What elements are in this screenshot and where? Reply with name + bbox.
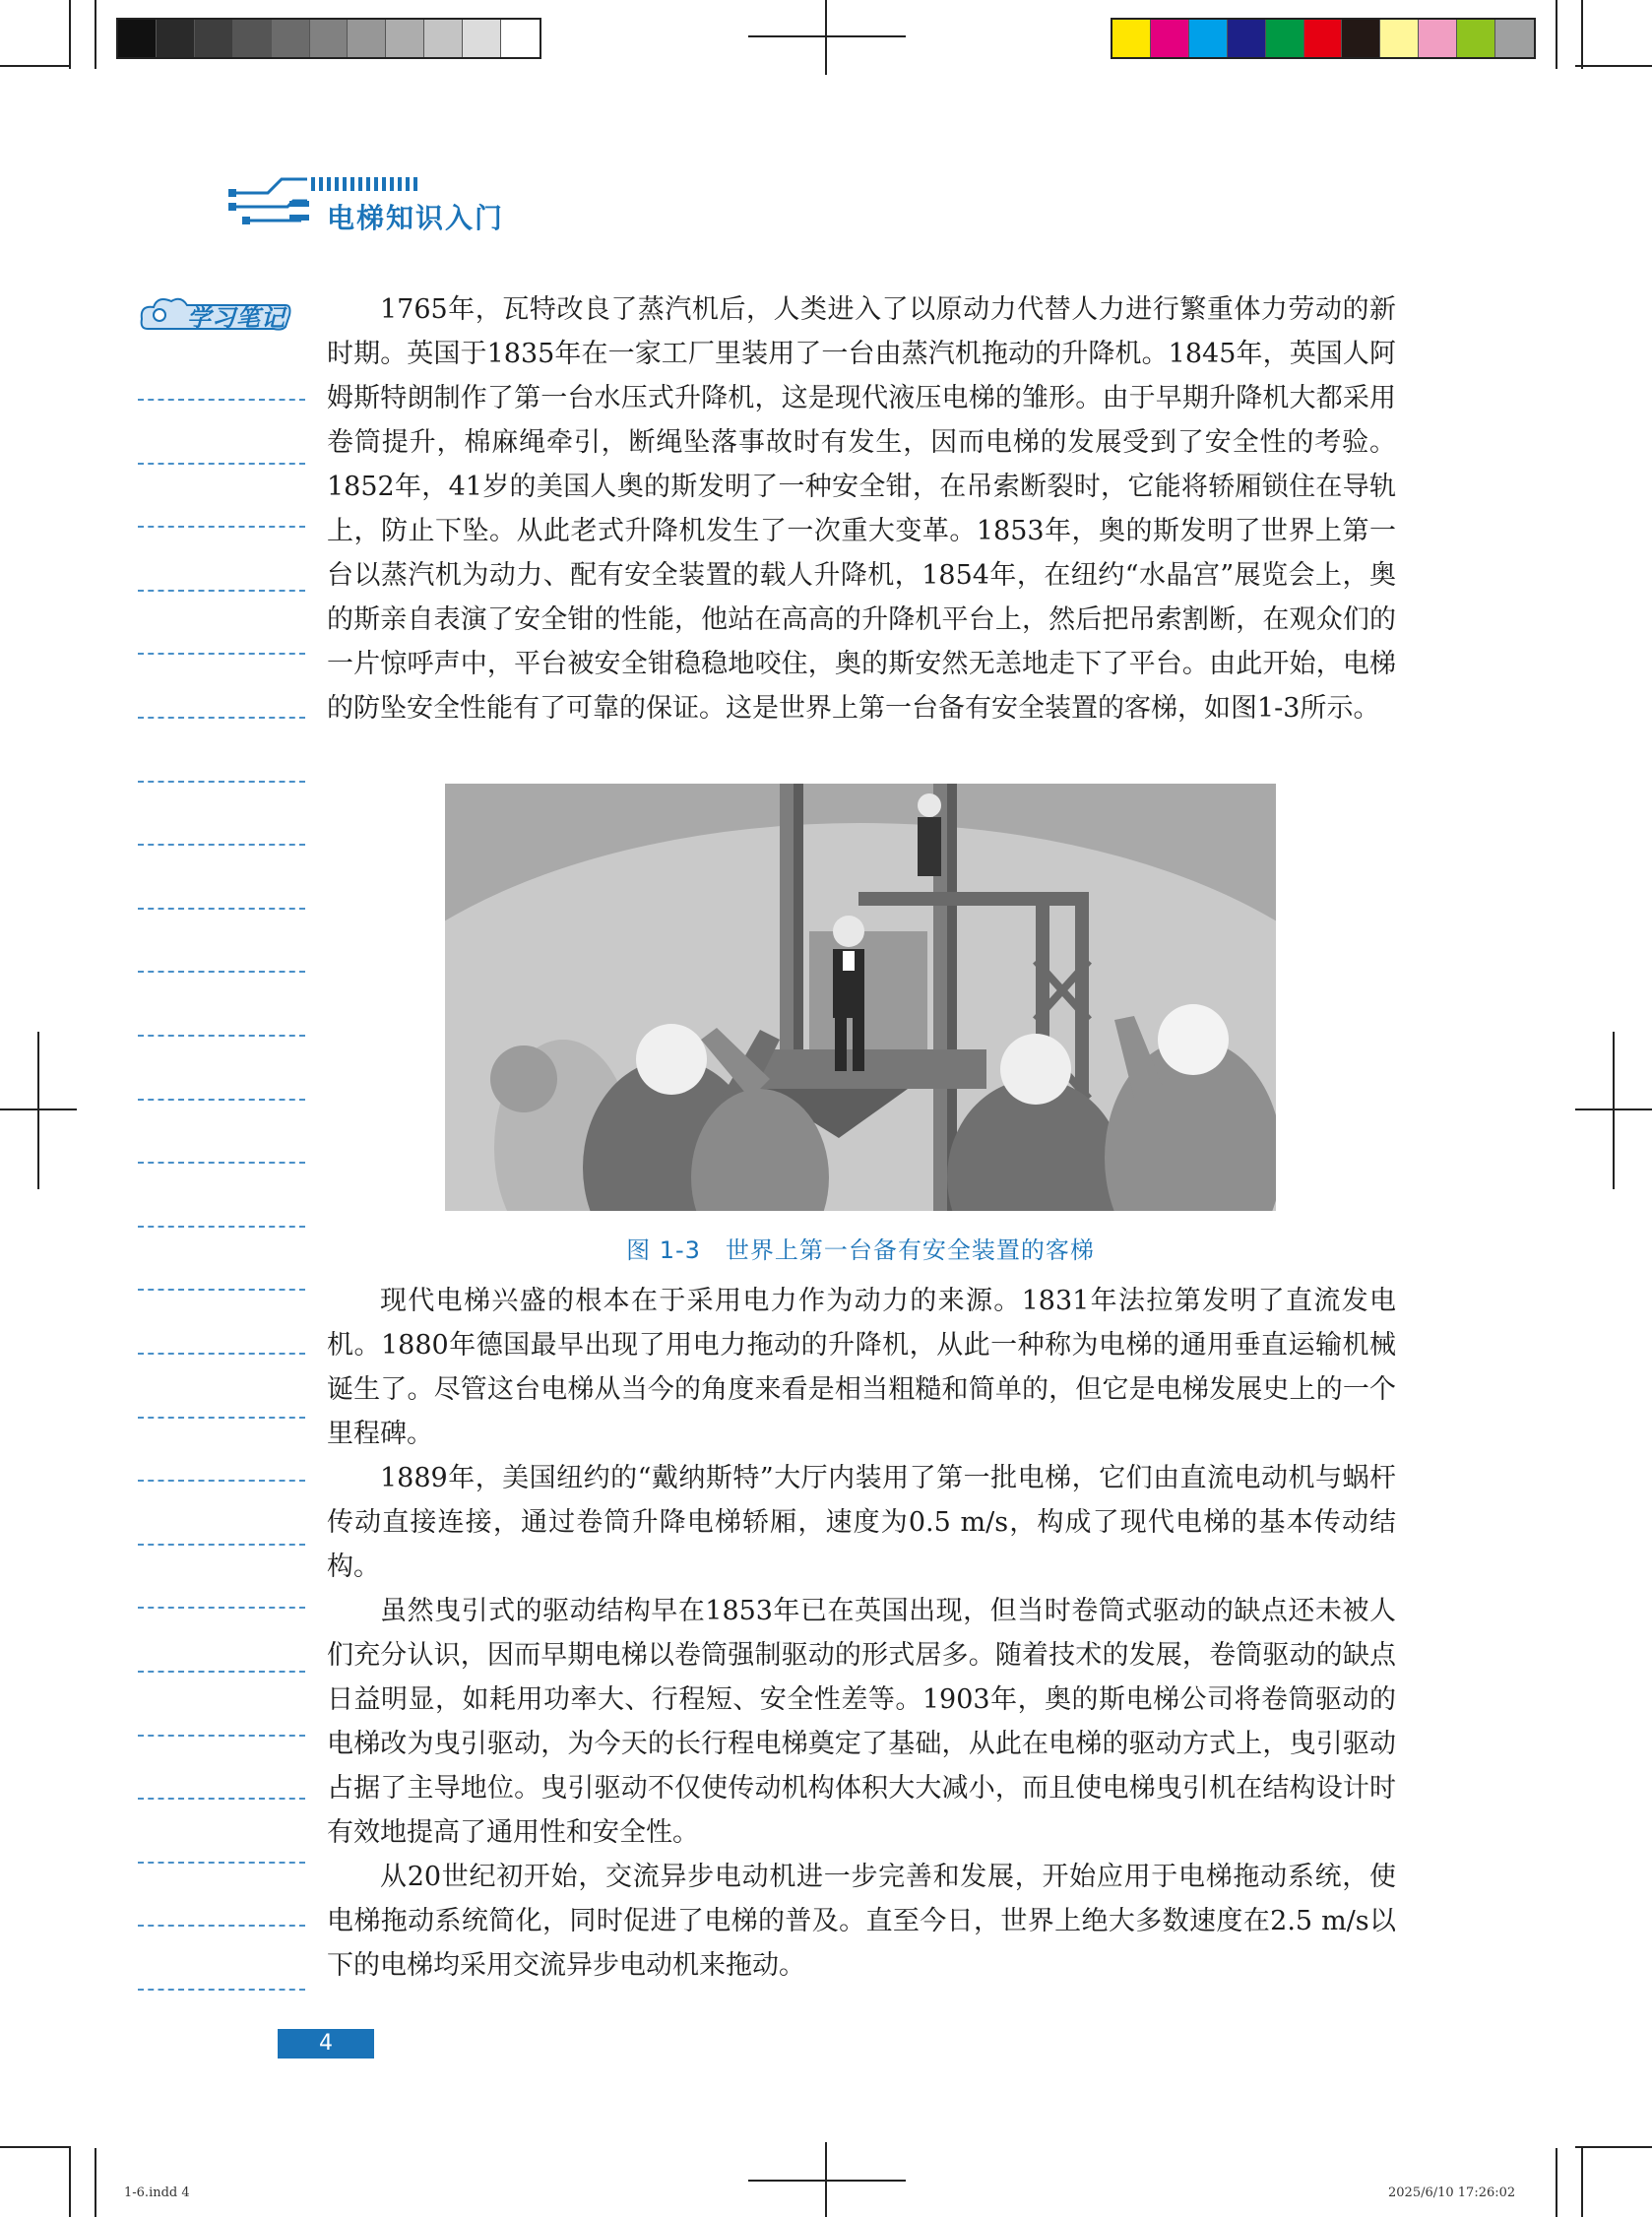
- note-line: [138, 463, 305, 465]
- paragraph-4: 虽然曳引式的驱动结构早在1853年已在英国出现，但当时卷筒式驱动的缺点还未被人们充分认识，因而早期电梯以卷筒强制驱动的形式居多。随着技术的发展，卷筒驱动的缺点日益明显，如耗用功率大、行程短、安全性差等。1903年，奥的斯电梯公司将卷筒驱动的电梯改为曳引驱动，为今天的长行程电梯奠定了基础，从此在电梯的驱动方式上，曳引驱动占据了主导地位。曳引驱动不仅使传动机构体积大大减小，而且使电梯曳引机在结构设计时有效地提高了通用性和安全性。: [327, 1596, 1396, 1848]
- note-line: [138, 1798, 305, 1800]
- paragraph-5: 从20世纪初开始，交流异步电动机进一步完善和发展，开始应用于电梯拖动系统，使电梯拖动系统简化，同时促进了电梯的普及。直至今日，世界上绝大多数速度在2.5 m/s以下的电梯均采用交流异步电动机来拖动。: [327, 1862, 1396, 1981]
- note-line: [138, 1417, 305, 1419]
- note-line: [138, 590, 305, 592]
- note-line: [138, 1607, 305, 1609]
- color-swatch: [1228, 20, 1266, 57]
- paragraph-1: 1765年，瓦特改良了蒸汽机后，人类进入了以原动力代替人力进行繁重体力劳动的新时期。英国于1835年在一家工厂里装用了一台由蒸汽机拖动的升降机。1845年，英国人阿姆斯特朗制作了第一台水压式升降机，这是现代液压电梯的雏形。由于早期升降机大都采用卷筒提升，棉麻绳牵引，断绳坠落事故时有发生，因而电梯的发展受到了安全性的考验。1852年，41岁的美国人奥的斯发明了一种安全钳，在吊索断裂时，它能将轿厢锁住在导轨上，防止下坠。从此老式升降机发生了一次重大变革。1853年，奥的斯发明了世界上第一台以蒸汽机为动力、配有安全装置的载人升降机，1854年，在纽约“水晶宫”展览会上，奥的斯亲自表演了安全钳的性能，他站在高高的升降机平台上，然后把吊索割断，在观众们的一片惊呼声中，平台被安全钳稳稳地咬住，奥的斯安然无恙地走下了平台。由此开始，电梯的防坠安全性能有了可靠的保证。这是世界上第一台备有安全装置的客梯，如图1-3所示。: [327, 294, 1396, 724]
- note-line: [138, 717, 305, 719]
- grayscale-swatch: [424, 20, 463, 57]
- grayscale-swatch: [310, 20, 349, 57]
- note-line: [138, 781, 305, 783]
- color-swatch: [1112, 20, 1151, 57]
- note-line: [138, 399, 305, 401]
- grayscale-swatch: [501, 20, 540, 57]
- note-line: [138, 1989, 305, 1991]
- note-line: [138, 1862, 305, 1864]
- note-line: [138, 1289, 305, 1291]
- grayscale-swatch: [272, 20, 310, 57]
- study-notes-label: 学习笔记: [187, 304, 286, 332]
- note-line: [138, 1035, 305, 1037]
- note-line: [138, 971, 305, 973]
- color-swatch: [1419, 20, 1457, 57]
- header-title: 电梯知识入门: [327, 202, 505, 234]
- elevator-demo-illustration: [445, 784, 1276, 1211]
- note-line: [138, 1671, 305, 1673]
- grayscale-swatch: [386, 20, 424, 57]
- note-line: [138, 908, 305, 910]
- note-line: [138, 526, 305, 528]
- grayscale-swatch: [118, 20, 157, 57]
- page-number: 4: [278, 2029, 374, 2059]
- note-line: [138, 1925, 305, 1927]
- note-line: [138, 1162, 305, 1164]
- grayscale-swatch: [348, 20, 386, 57]
- slug-date: 2025/6/10 17:26:02: [1388, 2185, 1516, 2200]
- note-line: [138, 1099, 305, 1101]
- color-swatch: [1495, 20, 1534, 57]
- note-line: [138, 1353, 305, 1355]
- slug-file: 1-6.indd 4: [124, 2185, 190, 2200]
- grayscale-swatch: [195, 20, 233, 57]
- figure-caption: 图 1-3 世界上第一台备有安全装置的客梯: [626, 1236, 1095, 1264]
- grayscale-swatch: [233, 20, 272, 57]
- color-swatch: [1266, 20, 1304, 57]
- note-line: [138, 1226, 305, 1228]
- color-swatch: [1380, 20, 1419, 57]
- note-line: [138, 1544, 305, 1546]
- note-line: [138, 844, 305, 846]
- note-line: [138, 1480, 305, 1482]
- color-calibration-bar: [1111, 18, 1536, 59]
- color-swatch: [1304, 20, 1343, 57]
- paragraph-3: 1889年，美国纽约的“戴纳斯特”大厅内装用了第一批电梯，它们由直流电动机与蜗杆传动直接连接，通过卷筒升降电梯轿厢，速度为0.5 m/s，构成了现代电梯的基本传动结构。: [327, 1463, 1396, 1582]
- paragraph-2: 现代电梯兴盛的根本在于采用电力作为动力的来源。1831年法拉第发明了直流发电机。1880年德国最早出现了用电力拖动的升降机，从此一种称为电梯的通用垂直运输机械诞生了。尽管这台电梯从当今的角度来看是相当粗糙和简单的，但它是电梯发展史上的一个里程碑。: [327, 1286, 1396, 1449]
- grayscale-swatch: [157, 20, 195, 57]
- grayscale-swatch: [463, 20, 501, 57]
- color-swatch: [1342, 20, 1380, 57]
- color-swatch: [1457, 20, 1495, 57]
- color-swatch: [1189, 20, 1228, 57]
- note-line: [138, 653, 305, 655]
- color-swatch: [1151, 20, 1189, 57]
- grayscale-calibration-bar: [116, 18, 541, 59]
- note-line: [138, 1735, 305, 1737]
- figure-elevator-illustration: [445, 784, 1276, 1211]
